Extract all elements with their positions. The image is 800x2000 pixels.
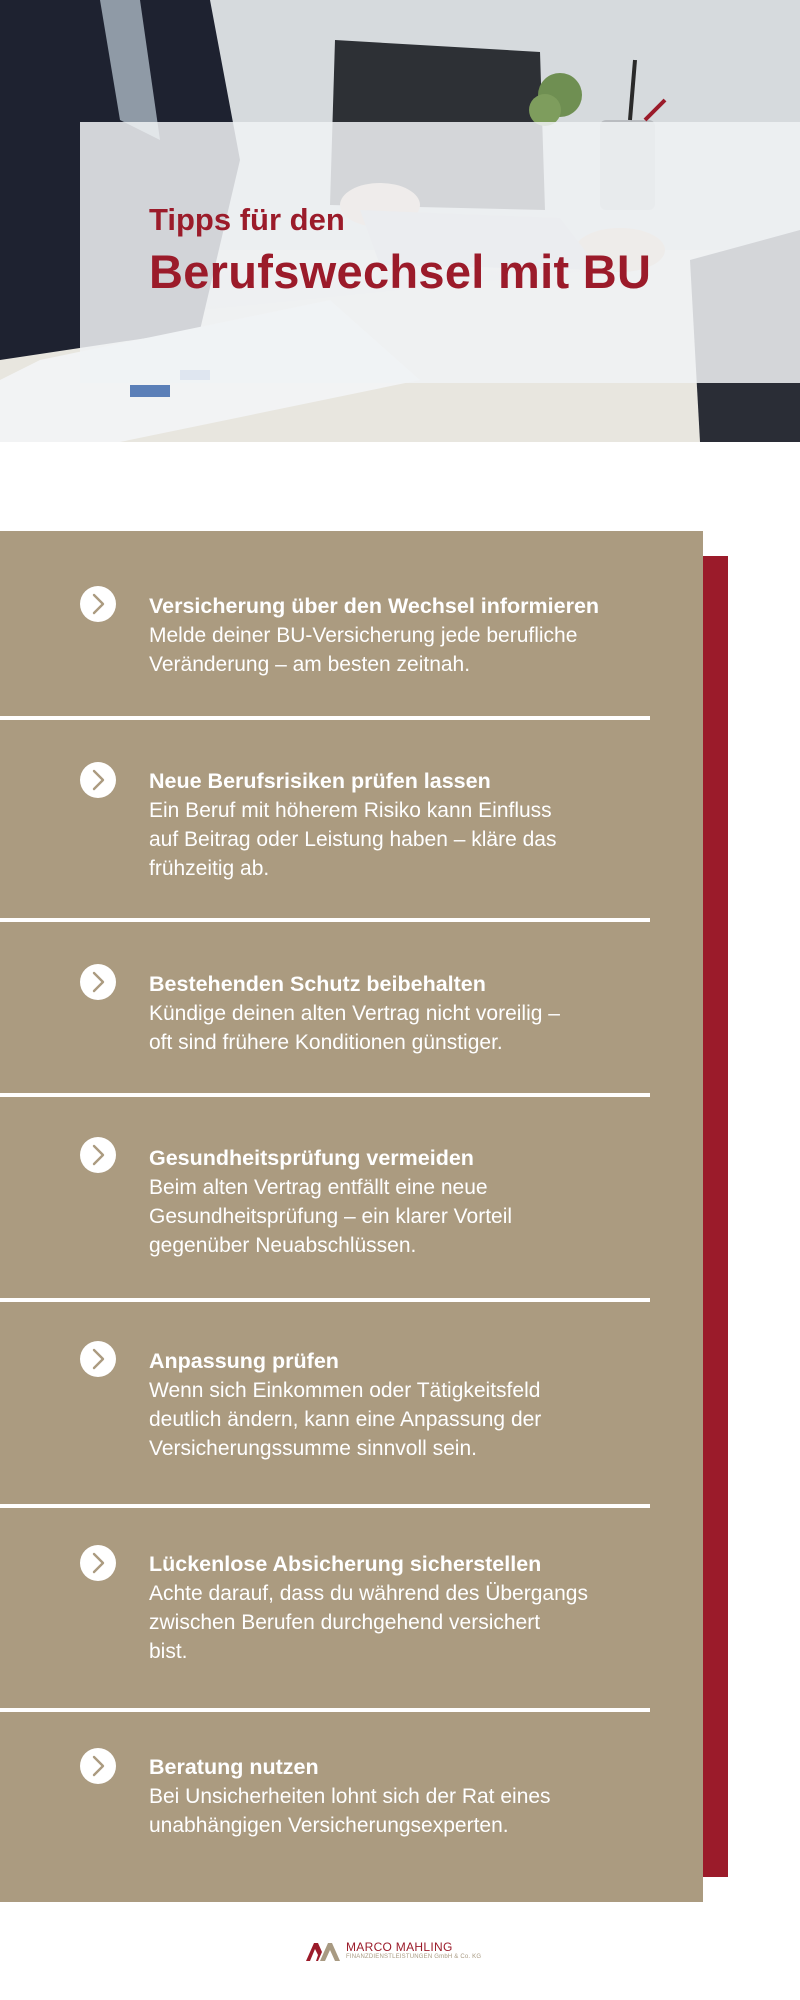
tip-desc-line: auf Beitrag oder Leistung haben – kläre das — [149, 828, 557, 851]
title-panel — [80, 122, 800, 383]
tip-desc-line: Beim alten Vertrag entfällt eine neue — [149, 1176, 488, 1199]
chevron-right-icon — [80, 1545, 116, 1581]
list-item — [149, 1550, 669, 1666]
tip-desc-line: Achte darauf, dass du während des Übergangs — [149, 1582, 588, 1605]
logo-subtitle: FINANZDIENSTLEISTUNGEN GmbH & Co. KG — [346, 1954, 482, 1960]
list-item — [149, 592, 669, 679]
tip-desc-line: Wenn sich Einkommen oder Tätigkeitsfeld — [149, 1379, 541, 1402]
tip-desc-line: Bei Unsicherheiten lohnt sich der Rat eines — [149, 1785, 551, 1808]
tip-title: Neue Berufsrisiken prüfen lassen — [149, 769, 491, 793]
divider — [0, 1504, 650, 1508]
tip-title: Bestehenden Schutz beibehalten — [149, 972, 486, 996]
tips-panel — [0, 531, 703, 1902]
tip-desc-line: gegenüber Neuabschlüssen. — [149, 1234, 417, 1257]
tip-title: Anpassung prüfen — [149, 1349, 339, 1373]
tip-desc-line: unabhängigen Versicherungsexperten. — [149, 1814, 509, 1837]
tip-desc-line: Ein Beruf mit höherem Risiko kann Einfluss — [149, 799, 552, 822]
chevron-right-icon — [80, 1137, 116, 1173]
divider — [0, 1708, 650, 1712]
tip-desc-line: frühzeitig ab. — [149, 857, 270, 880]
tip-title: Versicherung über den Wechsel informieren — [149, 594, 600, 618]
tip-desc — [149, 1782, 669, 1840]
accent-bar — [703, 556, 728, 1877]
list-item — [149, 970, 669, 1057]
list-item — [149, 1347, 669, 1463]
tip-desc-line: Versicherungssumme sinnvoll sein. — [149, 1437, 477, 1460]
chevron-right-icon — [80, 1748, 116, 1784]
tip-desc-line: Kündige deinen alten Vertrag nicht voreilig – — [149, 1002, 560, 1025]
tip-desc-line: deutlich ändern, kann eine Anpassung der — [149, 1408, 542, 1431]
tip-title: Beratung nutzen — [149, 1755, 319, 1779]
logo-name: MARCO MAHLING — [346, 1940, 453, 1954]
tip-desc — [149, 1579, 669, 1666]
divider — [0, 1093, 650, 1097]
tip-desc-line: Veränderung – am besten zeitnah. — [149, 653, 471, 676]
divider — [0, 1298, 650, 1302]
list-item — [149, 1753, 669, 1840]
chevron-right-icon — [80, 1341, 116, 1377]
tip-desc-line: bist. — [149, 1640, 188, 1663]
tip-desc — [149, 796, 669, 883]
company-logo — [306, 1940, 506, 1964]
tip-desc-line: Gesundheitsprüfung – ein klarer Vorteil — [149, 1205, 513, 1228]
tip-title: Gesundheitsprüfung vermeiden — [149, 1146, 474, 1170]
tip-desc-line: oft sind frühere Konditionen günstiger. — [149, 1031, 503, 1054]
logo-mark-icon — [306, 1943, 340, 1961]
chevron-right-icon — [80, 762, 116, 798]
divider — [0, 716, 650, 720]
tip-desc — [149, 999, 669, 1057]
tip-desc — [149, 1173, 669, 1260]
tip-title: Lückenlose Absicherung sicherstellen — [149, 1552, 542, 1576]
header-photo — [0, 0, 800, 442]
list-item — [149, 767, 669, 883]
chevron-right-icon — [80, 586, 116, 622]
tip-desc — [149, 1376, 669, 1463]
tip-desc-line: Melde deiner BU-Versicherung jede berufliche — [149, 624, 578, 647]
title-subtitle: Tipps für den — [149, 202, 345, 237]
chevron-right-icon — [80, 964, 116, 1000]
divider — [0, 918, 650, 922]
tip-desc-line: zwischen Berufen durchgehend versichert — [149, 1611, 541, 1634]
list-item — [149, 1144, 669, 1260]
tip-desc — [149, 621, 669, 679]
page-title: Berufswechsel mit BU — [149, 245, 652, 298]
